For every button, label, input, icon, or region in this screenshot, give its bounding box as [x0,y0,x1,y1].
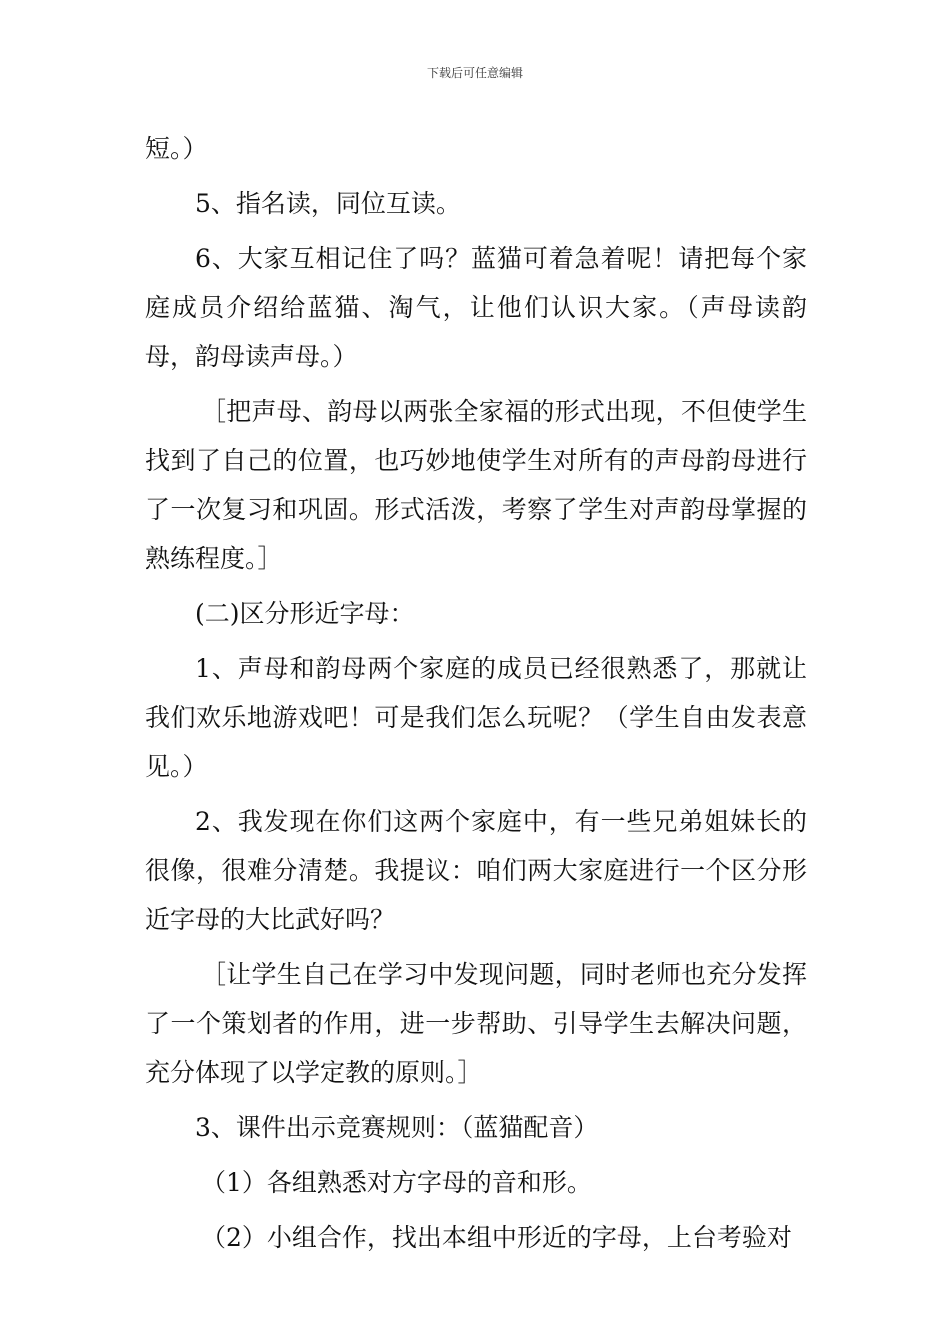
paragraph-commentary-1: ［把声母、韵母以两张全家福的形式出现，不但使学生找到了自己的位置，也巧妙地使学生对所有的声母韵母进行了一次复习和巩固。形式活泼，考察了学生对声韵母掌握的熟练程度。］ [145,397,807,573]
rule-item-2: （2）小组合作，找出本组中形近的字母，上台考验对 [201,1223,792,1252]
paragraph-step-1: 1、声母和韵母两个家庭的成员已经很熟悉了，那就让我们欢乐地游戏吧！可是我们怎么玩呢？（学生自由发表意见。） [145,654,807,781]
paragraph-step-2: 2、我发现在你们这两个家庭中，有一些兄弟姐妹长的很像，很难分清楚。我提议：咱们两大家庭进行一个区分形近字母的大比武好吗？ [145,807,807,934]
paragraph-step-6: 6、大家互相记住了吗？蓝猫可着急着呢！请把每个家庭成员介绍给蓝猫、淘气，让他们认识大家。（声母读韵母，韵母读声母。） [145,244,807,371]
paragraph-continuation: 短。） [145,134,208,163]
paragraph-step-5: 5、指名读，同位互读。 [195,189,461,218]
section-heading: (二)区分形近字母： [195,599,415,628]
paragraph-commentary-2: ［让学生自己在学习中发现问题，同时老师也充分发挥了一个策划者的作用，进一步帮助、引导学生去解决问题，充分体现了以学定教的原则。］ [145,960,807,1087]
paragraph-step-3: 3、课件出示竞赛规则：（蓝猫配音） [195,1113,599,1142]
page-header: 下载后可任意编辑 [426,66,523,80]
rule-item-1: （1）各组熟悉对方字母的音和形。 [201,1168,592,1197]
document-body [145,124,807,1262]
